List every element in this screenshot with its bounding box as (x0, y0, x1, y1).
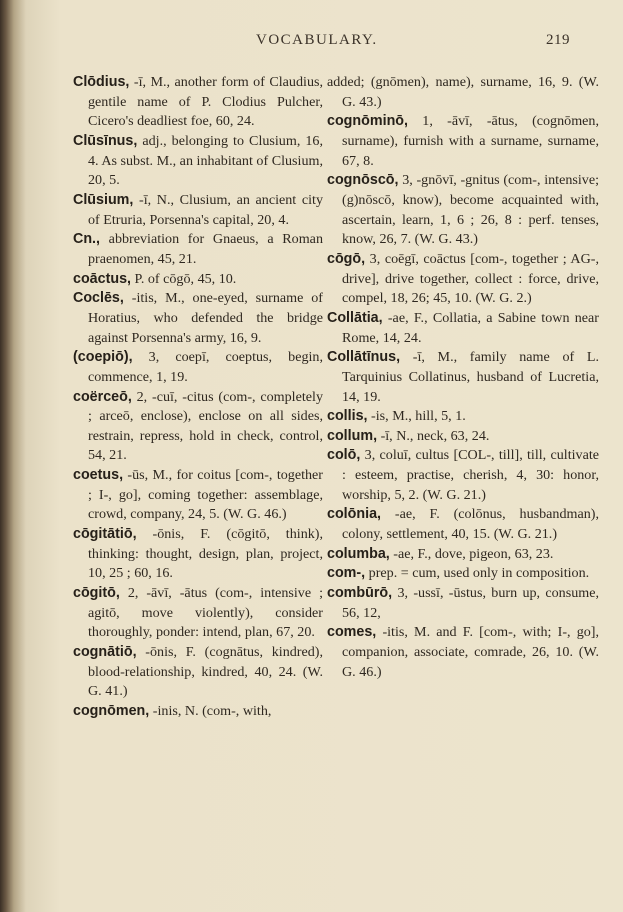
dictionary-entry (73, 348, 323, 387)
dictionary-entry (327, 446, 599, 505)
entry-text: -ī, N., neck, 63, 24. (377, 427, 490, 444)
left-column (73, 73, 323, 722)
entry-headword: cōgō, (327, 250, 366, 267)
entry-headword: Coclēs, (73, 290, 124, 307)
dictionary-entry (327, 348, 599, 407)
entry-headword: Clōdius, (73, 74, 130, 90)
entry-text: -ī, M., another form of Claudius, gentile name of P. Clodius Pulcher, Cicero's deadliest foe, 60, 24. (88, 74, 323, 130)
dictionary-entry (73, 525, 323, 584)
entry-text: -ae, F., Collatia, a Sabine town near Rome, 14, 24. (342, 309, 599, 346)
entry-text: -ae, F. (colōnus, husbandman), colony, settlement, 40, 15. (W. G. 21.) (342, 506, 599, 543)
entry-headword: columba, (327, 545, 390, 562)
dictionary-entry (327, 623, 599, 682)
entry-text: -ī, N., Clusium, an ancient city of Etruria, Porsenna's capital, 20, 4. (88, 191, 323, 228)
entry-headword: cognātiō, (73, 644, 137, 661)
entry-headword: comes, (327, 624, 377, 641)
entry-text: -is, M., hill, 5, 1. (367, 408, 466, 425)
entry-text: 3, -gnōvī, -gnitus (com-, intensive; (g)nōscō, know), become acquainted with, ascertain, learn, 1, 6 ; 26, 8 : perf. tenses, know, 26, 7. (W. G. 43.) (342, 172, 599, 248)
entry-text: 3, coluī, cultus [COL-, till], till, cultivate : esteem, practise, cherish, 4, 30: honor, worship, 5, 2. (W. G. 21.) (342, 447, 599, 503)
dictionary-entry (327, 407, 599, 427)
entry-text: -ī, M., family name of L. Tarquinius Collatinus, husband of Lucretia, 14, 19. (342, 349, 599, 405)
entry-text: 2, -cuī, -citus (com-, completely ; arceō, enclose), enclose on all sides, restrain, repress, hold in check, control, 54, 21. (88, 388, 323, 464)
entry-text: 2, -āvī, -ātus (com-, intensive ; agitō, move violently), consider thoroughly, ponder: intend, plan, 67, 20. (88, 585, 323, 641)
entry-text: -ōnis, F. (cognātus, kindred), blood-relationship, kindred, 40, 24. (W. G. 41.) (88, 644, 323, 700)
entry-headword: cognōmen, (73, 703, 150, 719)
entry-headword: combūrō, (327, 585, 393, 602)
entry-text: -itis, M. and F. [com-, with; I-, go], companion, associate, comrade, 26, 10. (W. G. 46.) (342, 624, 599, 680)
entry-headword: Collātīnus, (327, 349, 401, 366)
dictionary-entry (327, 505, 599, 544)
dictionary-entry-continued (327, 73, 599, 112)
dictionary-entry (327, 309, 599, 348)
entry-headword: (coepiō), (73, 349, 133, 366)
entry-headword: collum, (327, 427, 378, 444)
entry-text: added; (gnōmen), name), surname, 16, 9. (W. G. 43.) (327, 74, 599, 110)
running-head: VOCABULARY. (256, 32, 378, 48)
page-number: 219 (546, 32, 570, 48)
dictionary-entry (73, 289, 323, 348)
dictionary-entry (73, 643, 323, 702)
dictionary-entry (327, 584, 599, 623)
entry-text: 3, coepī, coeptus, begin, commence, 1, 19. (88, 349, 323, 385)
entry-text: -itis, M., one-eyed, surname of Horatius, who defended the bridge against Porsenna's army, 16, 9. (88, 290, 323, 346)
dictionary-entry (73, 702, 323, 722)
entry-headword: Cn., (73, 231, 101, 248)
entry-headword: Clūsium, (73, 191, 134, 208)
entry-text: abbreviation for Gnaeus, a Roman praenomen, 45, 21. (88, 231, 323, 267)
entry-headword: colō, (327, 447, 361, 464)
dictionary-entry (73, 73, 323, 132)
dictionary-entry (73, 584, 323, 643)
dictionary-entry (327, 545, 599, 565)
entry-text: adj., belonging to Clusium, 16, 4. As subst. M., an inhabitant of Clusium, 20, 5. (88, 132, 323, 189)
entry-text: P. of cōgō, 45, 10. (131, 270, 237, 287)
entry-text: prep. = cum, used only in composition. (365, 565, 590, 582)
dictionary-entry (327, 427, 599, 447)
entry-headword: Collātia, (327, 309, 383, 326)
dictionary-entry (73, 230, 323, 269)
dictionary-entry (73, 388, 323, 467)
entry-headword: coāctus, (73, 270, 132, 287)
entry-headword: colōnia, (327, 506, 382, 523)
dictionary-entry (327, 250, 599, 309)
right-column (327, 73, 599, 682)
entry-text: -ae, F., dove, pigeon, 63, 23. (389, 545, 554, 562)
entry-headword: coërceō, (73, 388, 132, 405)
entry-headword: Clūsīnus, (73, 132, 138, 149)
dictionary-entry (73, 132, 323, 191)
entry-headword: cōgitātiō, (73, 526, 137, 543)
entry-text: -ūs, M., for coitus [com-, together ; I-, go], coming together: assemblage, crowd, company, 24, 5. (W. G. 46.) (88, 467, 323, 523)
entry-text: 3, coēgī, coāctus [com-, together ; AG-, drive], drive together, collect : force, drive, compel, 18, 26; 45, 10. (W. G. 2.) (342, 250, 599, 307)
dictionary-entry (327, 171, 599, 250)
entry-headword: coetus, (73, 467, 124, 484)
entry-headword: cognōminō, (327, 113, 409, 130)
entry-headword: cognōscō, (327, 172, 399, 189)
entry-headword: cōgitō, (73, 585, 120, 602)
dictionary-entry (327, 564, 599, 584)
dictionary-entry (73, 466, 323, 525)
entry-text: -ōnis, F. (cōgitō, think), thinking: thought, design, plan, project, 10, 25 ; 60, 16. (88, 526, 323, 582)
entry-headword: com-, (327, 565, 366, 582)
entry-text: 1, -āvī, -ātus, (cognōmen, surname), furnish with a surname, surname, 67, 8. (342, 113, 599, 169)
dictionary-entry (327, 112, 599, 171)
dictionary-entry (73, 191, 323, 230)
entry-headword: collis, (327, 408, 368, 425)
page-header (0, 32, 623, 56)
entry-text: 3, -ussī, -ūstus, burn up, consume, 56, 12, (342, 585, 599, 621)
entry-text: -inis, N. (com-, with, (149, 703, 272, 719)
dictionary-entry (73, 270, 323, 290)
